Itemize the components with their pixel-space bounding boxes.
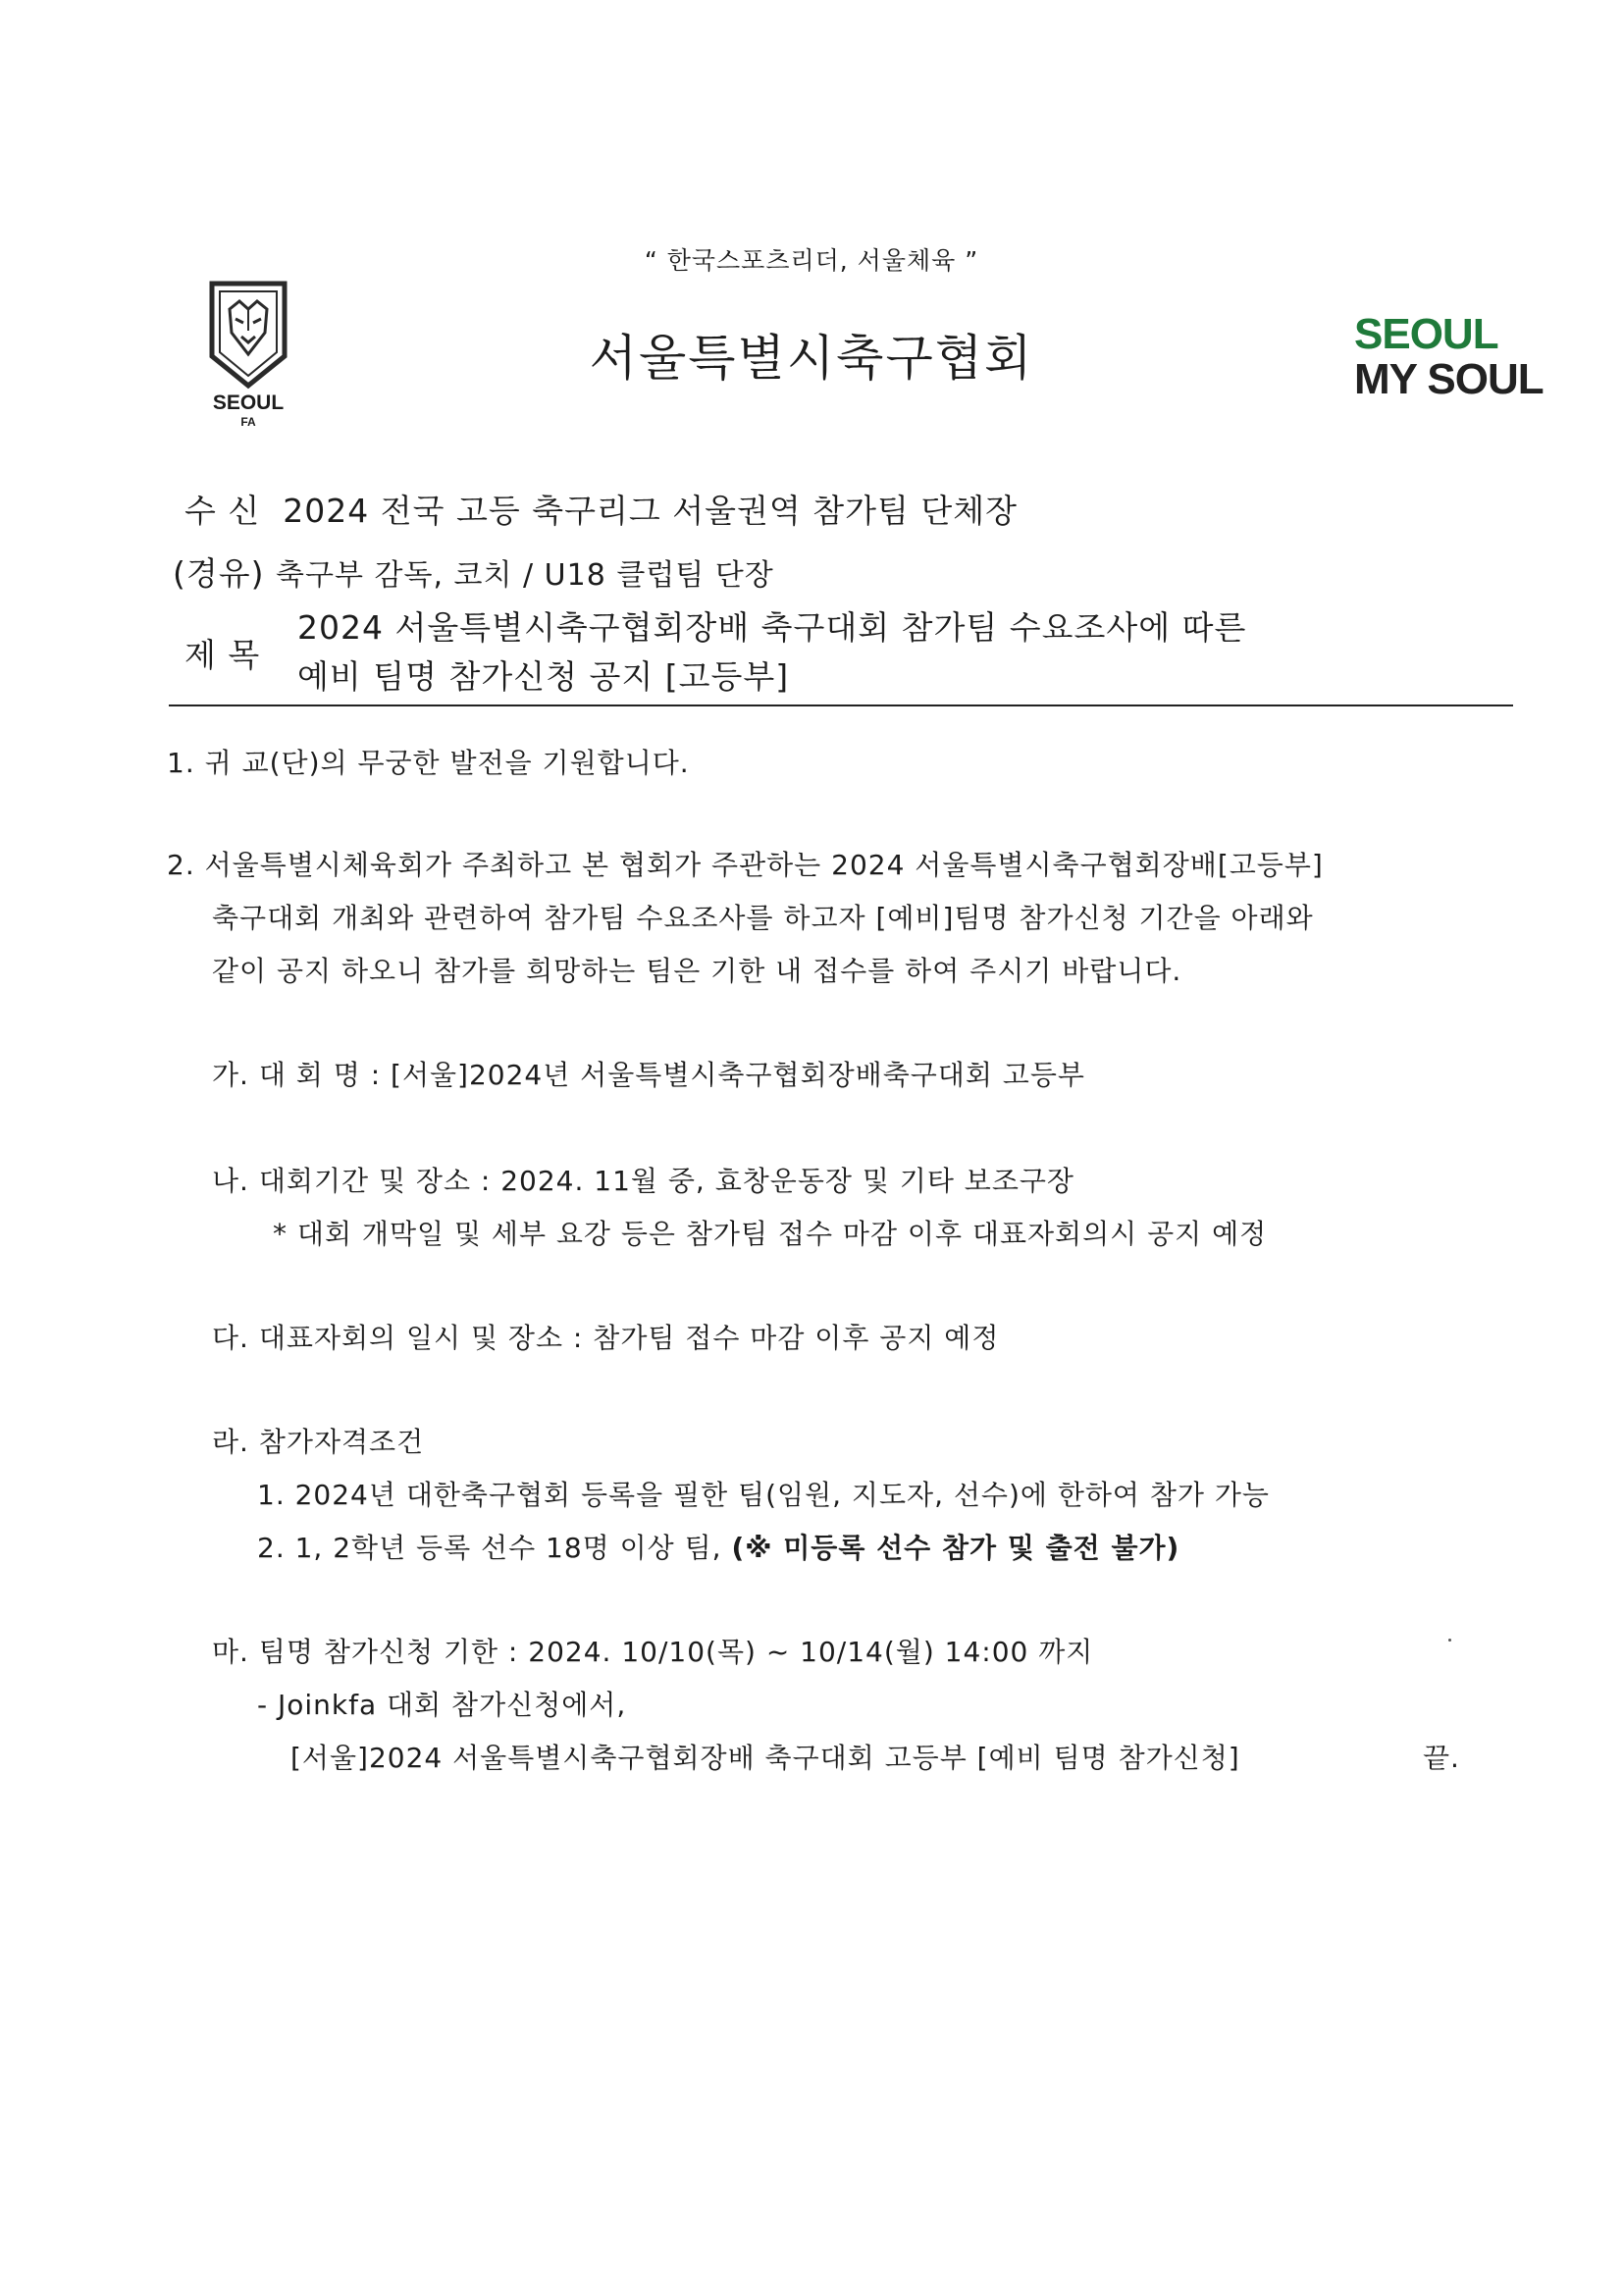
subject-label: 제 목 bbox=[184, 636, 261, 674]
item-na-note: * 대회 개막일 및 세부 요강 등은 참가팀 접수 마감 이후 대표자회의시 공지 예정 bbox=[273, 1218, 1268, 1250]
paragraph-2-line-3: 같이 공지 하오니 참가를 희망하는 팀은 기한 내 접수를 하여 주시기 바랍니다. bbox=[212, 955, 1182, 987]
header-divider bbox=[169, 704, 1513, 706]
via-row bbox=[173, 548, 774, 595]
via-value: 축구부 감독, 코치 / U18 클럽팀 단장 bbox=[276, 558, 774, 593]
logo-line-1: SEOUL bbox=[1354, 310, 1498, 358]
item-ra-2-prefix: 2. 1, 2학년 등록 선수 18명 이상 팀, bbox=[257, 1532, 732, 1564]
paragraph-2-line-1: 2. 서울특별시체육회가 주최하고 본 협회가 주관하는 2024 서울특별시축구협회장배[고등부] bbox=[167, 849, 1324, 881]
item-na: 나. 대회기간 및 장소 : 2024. 11월 중, 효창운동장 및 기타 보조구장 bbox=[212, 1165, 1074, 1197]
item-ra: 라. 참가자격조건 bbox=[212, 1426, 425, 1458]
item-ra-2 bbox=[257, 1527, 1179, 1566]
via-label: (경유) bbox=[173, 554, 265, 593]
seoul-my-soul-logo bbox=[1354, 312, 1544, 402]
organization-title: 서울특별시축구협회 bbox=[589, 330, 1034, 387]
subject-line-2: 예비 팀명 참가신청 공지 [고등부] bbox=[297, 657, 790, 696]
logo-line-2: MY SOUL bbox=[1354, 355, 1544, 403]
paragraph-1: 1. 귀 교(단)의 무궁한 발전을 기원합니다. bbox=[167, 747, 690, 779]
end-mark: 끝. bbox=[1423, 1742, 1460, 1774]
recipient-value: 2024 전국 고등 축구리그 서울권역 참가팀 단체장 bbox=[283, 492, 1018, 530]
logo-seoul-text: SEOUL bbox=[212, 391, 285, 414]
recipient-row bbox=[184, 486, 1018, 532]
item-ra-1: 1. 2024년 대한축구협회 등록을 필한 팀(임원, 지도자, 선수)에 한하여 참가 가능 bbox=[257, 1479, 1270, 1511]
recipient-label: 수 신 bbox=[184, 492, 261, 530]
paragraph-2-line-2: 축구대회 개최와 관련하여 참가팀 수요조사를 하고자 [예비]팀명 참가신청 기간을 아래와 bbox=[212, 902, 1314, 934]
slogan: “ 한국스포츠리더, 서울체육 ” bbox=[644, 246, 979, 275]
item-ga: 가. 대 회 명 : [서울]2024년 서울특별시축구협회장배축구대회 고등부 bbox=[212, 1059, 1085, 1091]
logo-fa-text: FA bbox=[240, 415, 256, 429]
item-ma-sub-1: - Joinkfa 대회 참가신청에서, bbox=[257, 1689, 627, 1721]
scan-speck bbox=[1448, 1639, 1451, 1642]
item-ma: 마. 팀명 참가신청 기한 : 2024. 10/10(목) ~ 10/14(월) 14:00 까지 bbox=[212, 1636, 1094, 1668]
subject-line-1: 2024 서울특별시축구협회장배 축구대회 참가팀 수요조사에 따른 bbox=[297, 608, 1247, 647]
item-da: 다. 대표자회의 일시 및 장소 : 참가팀 접수 마감 이후 공지 예정 bbox=[212, 1322, 1000, 1354]
item-ma-sub-2: [서울]2024 서울특별시축구협회장배 축구대회 고등부 [예비 팀명 참가신청] bbox=[290, 1742, 1240, 1774]
item-ra-2-warning: (※ 미등록 선수 참가 및 출전 불가) bbox=[731, 1532, 1180, 1564]
